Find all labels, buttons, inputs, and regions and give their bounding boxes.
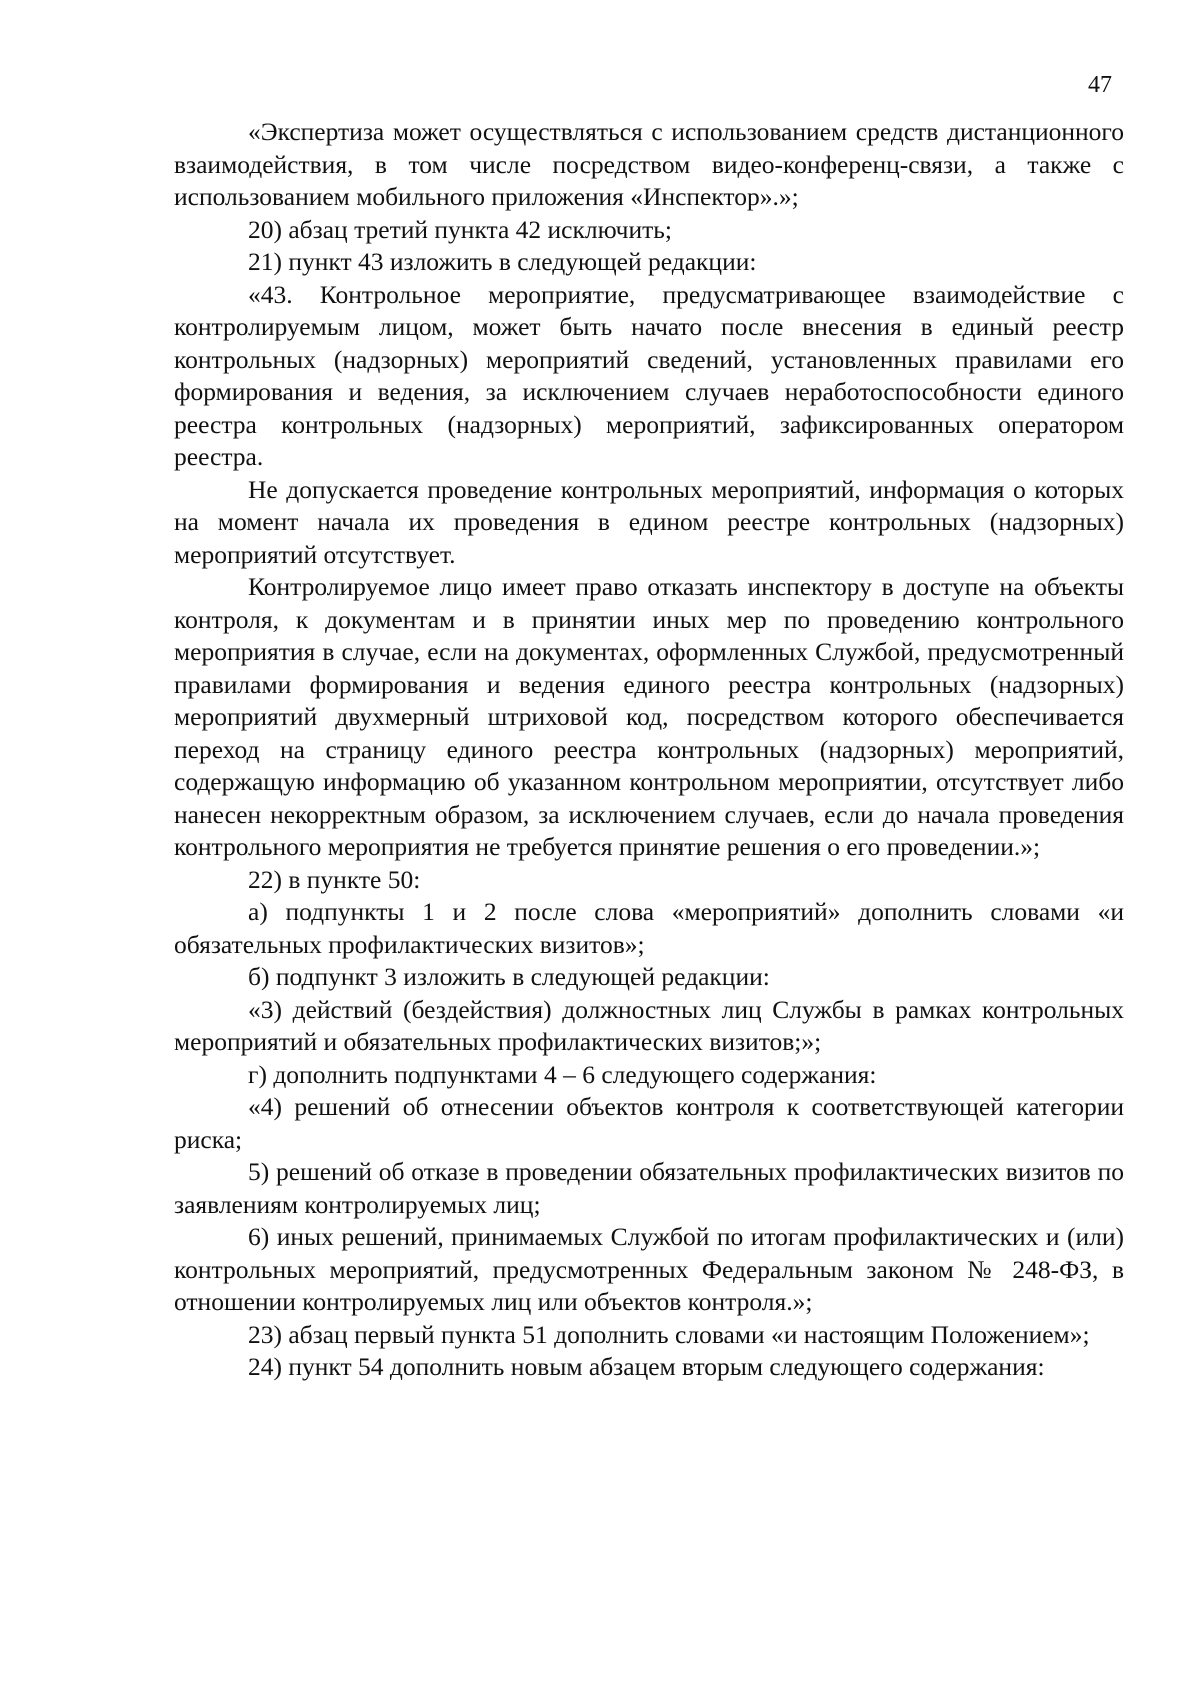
paragraph-subpoint-3: «3) действий (бездействия) должностных лиц Службы в рамках контрольных мероприятий и обязательных профилактических визитов;»; [174, 994, 1124, 1056]
paragraph-item-21: 21) пункт 43 изложить в следующей редакции: [248, 247, 757, 276]
paragraph-point-43: «43. Контрольное мероприятие, предусматривающее взаимодействие с контролируемым лицом, может быть начато после внесения в единый реестр контрольных (надзорных) мероприятий сведений, установленных правилами его формирования и ведения, за исключением случаев неработоспособности единого реестра контрольных (надзорных) мероприятий, зафиксированных оператором реестра. [174, 279, 1124, 471]
paragraph-right-to-refuse: Контролируемое лицо имеет право отказать инспектору в доступе на объекты контроля, к документам и в принятии иных мер по проведению контрольного мероприятия в случае, если на документах, оформленных Службой, предусмотренный правилами формирования и ведения единого реестра контрольных (надзорных) мероприятий двухмерный штриховой код, посредством которого обеспечивается переход на страницу единого реестра контрольных (надзорных) мероприятий, содержащую информацию об указанном контрольном мероприятии, отсутствует либо нанесен некорректным образом, за исключением случаев, если до начала проведения контрольного мероприятия не требуется принятие решения о его проведении.»; [174, 572, 1124, 861]
paragraph-item-22: 22) в пункте 50: [248, 864, 421, 894]
paragraph-subpoint-5: 5) решений об отказе в проведении обязательных профилактических визитов по заявлениям контролируемых лиц; [174, 1157, 1124, 1219]
document-body [174, 116, 1124, 1384]
paragraph-expertise-remote: «Экспертиза может осуществляться с использованием средств дистанционного взаимодействия, в том числе посредством видео-конференц-связи, а также с использованием мобильного приложения «Инспектор».»; [174, 117, 1124, 211]
paragraph-item-23: 23) абзац первый пункта 51 дополнить словами «и настоящим Положением»; [248, 1319, 1090, 1349]
paragraph-not-allowed: Не допускается проведение контрольных мероприятий, информация о которых на момент начала их проведения в едином реестре контрольных (надзорных) мероприятий отсутствует. [174, 474, 1124, 569]
paragraph-subitem-g: г) дополнить подпунктами 4 – 6 следующего содержания: [248, 1059, 877, 1089]
paragraph-item-20: 20) абзац третий пункта 42 исключить; [248, 214, 673, 244]
paragraph-item-24: 24) пункт 54 дополнить новым абзацем вторым следующего содержания: [248, 1352, 1045, 1381]
paragraph-subitem-a: а) подпункты 1 и 2 после слова «мероприятий» дополнить словами «и обязательных профилактических визитов»; [174, 897, 1124, 959]
paragraph-subitem-b: б) подпункт 3 изложить в следующей редакции: [248, 962, 770, 991]
paragraph-subpoint-4: «4) решений об отнесении объектов контроля к соответствующей категории риска; [174, 1092, 1124, 1154]
paragraph-subpoint-6: 6) иных решений, принимаемых Службой по итогам профилактических и (или) контрольных мероприятий, предусмотренных Федеральным законом № 248-ФЗ, в отношении контролируемых лиц или объектов контроля.»; [174, 1222, 1124, 1316]
page-number: 47 [1088, 72, 1112, 98]
